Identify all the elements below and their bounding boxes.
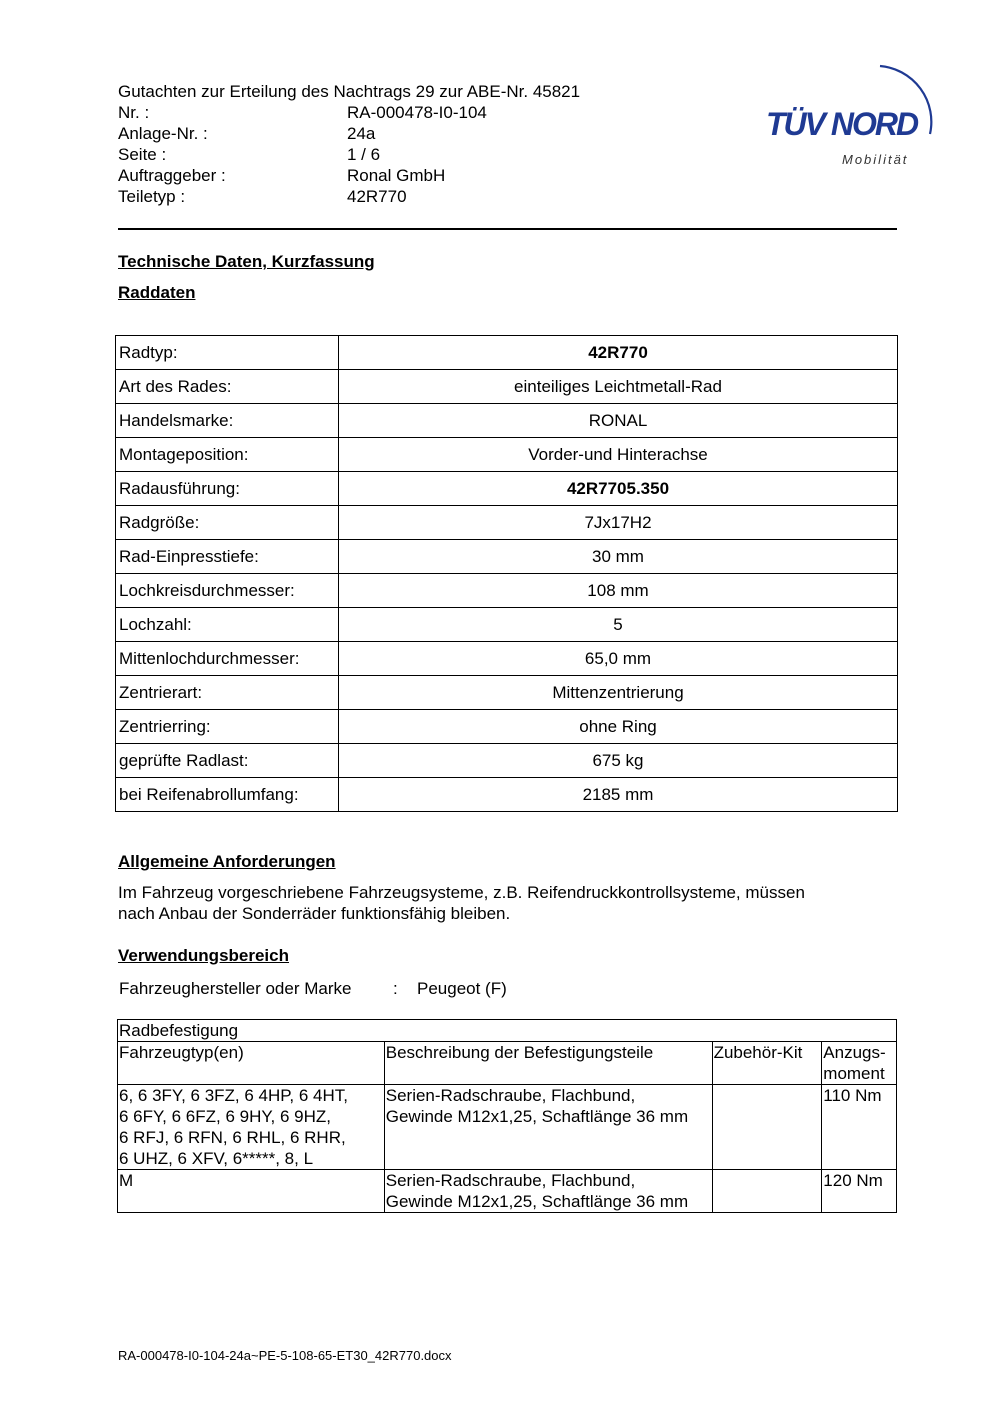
raddaten-label: Zentrierart:: [116, 676, 339, 710]
fahrzeugtyp-cell-line: M: [119, 1171, 134, 1190]
beschreibung-cell: [384, 1085, 712, 1170]
header-divider: [118, 228, 897, 230]
header-field-seite: Seite : 1 / 6: [118, 145, 381, 164]
anzugsmoment-cell: 120 Nm: [822, 1170, 897, 1213]
fahrzeughersteller-label: Fahrzeughersteller oder Marke: [119, 979, 352, 998]
radbefestigung-row: [118, 1085, 897, 1170]
heading-technische-daten: Technische Daten, Kurzfassung: [118, 252, 375, 271]
raddaten-row: [116, 744, 898, 778]
fahrzeugtyp-cell: [118, 1085, 385, 1170]
raddaten-value: 65,0 mm: [339, 642, 898, 676]
raddaten-value: ohne Ring: [339, 710, 898, 744]
raddaten-row: [116, 676, 898, 710]
tuev-nord-logo: [760, 58, 940, 178]
raddaten-row: [116, 438, 898, 472]
raddaten-value: 42R770: [339, 336, 898, 370]
raddaten-label: Radausführung:: [116, 472, 339, 506]
radbefestigung-table: [117, 1019, 897, 1213]
zubehoer-kit-cell: [712, 1085, 822, 1170]
beschreibung-cell-line: Serien-Radschraube, Flachbund,: [385, 1086, 636, 1105]
header-field-auftraggeber: Auftraggeber : Ronal GmbH: [118, 166, 446, 185]
fahrzeugtyp-cell-line: 6 UHZ, 6 XFV, 6*****, 8, L: [119, 1149, 314, 1168]
radbefestigung-row: [118, 1170, 897, 1213]
heading-raddaten: Raddaten: [118, 283, 196, 302]
heading-allgemeine-anforderungen: Allgemeine Anforderungen: [118, 852, 336, 871]
fahrzeughersteller-sep: :: [393, 979, 398, 998]
raddaten-label: Radtyp:: [116, 336, 339, 370]
header-field-teiletyp: Teiletyp : 42R770: [118, 187, 407, 206]
radbefestigung-title: Radbefestigung: [118, 1020, 897, 1042]
fahrzeughersteller-value: Peugeot (F): [417, 979, 507, 998]
raddaten-row: [116, 370, 898, 404]
fahrzeugtyp-cell: [118, 1170, 385, 1213]
beschreibung-cell-line: Serien-Radschraube, Flachbund,: [385, 1171, 636, 1190]
header-field-nr: Nr. : RA-000478-I0-104: [118, 103, 487, 122]
raddaten-row: [116, 608, 898, 642]
raddaten-value: Vorder-und Hinterachse: [339, 438, 898, 472]
raddaten-row: [116, 540, 898, 574]
raddaten-value: 5: [339, 608, 898, 642]
raddaten-label: Art des Rades:: [116, 370, 339, 404]
raddaten-value: Mittenzentrierung: [339, 676, 898, 710]
footer-filename: RA-000478-I0-104-24a~PE-5-108-65-ET30_42R770.docx: [118, 1348, 452, 1363]
anzugsmoment-cell: 110 Nm: [822, 1085, 897, 1170]
raddaten-label: Mittenlochdurchmesser:: [116, 642, 339, 676]
raddaten-row: [116, 710, 898, 744]
raddaten-row: [116, 336, 898, 370]
raddaten-label: Lochzahl:: [116, 608, 339, 642]
raddaten-label: bei Reifenabrollumfang:: [116, 778, 339, 812]
beschreibung-cell: [384, 1170, 712, 1213]
heading-verwendungsbereich: Verwendungsbereich: [118, 946, 289, 965]
allgemein-text: Im Fahrzeug vorgeschriebene Fahrzeugsysteme, z.B. Reifendruckkontrollsysteme, müssen nach Anbau der Sonderräder funktionsfähig bleiben.: [118, 883, 805, 923]
raddaten-row: [116, 472, 898, 506]
col-header-fahrzeugtyp: Fahrzeugtyp(en): [118, 1042, 385, 1085]
fahrzeugtyp-cell-line: 6 6FY, 6 6FZ, 6 9HY, 6 9HZ,: [119, 1107, 331, 1126]
raddaten-value: 2185 mm: [339, 778, 898, 812]
raddaten-label: Radgröße:: [116, 506, 339, 540]
raddaten-value: 42R7705.350: [339, 472, 898, 506]
raddaten-value: RONAL: [339, 404, 898, 438]
raddaten-value: 30 mm: [339, 540, 898, 574]
raddaten-label: Zentrierring:: [116, 710, 339, 744]
header-field-anlage: Anlage-Nr. : 24a: [118, 124, 376, 143]
raddaten-row: [116, 642, 898, 676]
beschreibung-cell-line: Gewinde M12x1,25, Schaftlänge 36 mm: [385, 1192, 689, 1211]
fahrzeughersteller-row: [119, 979, 507, 999]
raddaten-value: 7Jx17H2: [339, 506, 898, 540]
raddaten-label: Montageposition:: [116, 438, 339, 472]
beschreibung-cell-line: Gewinde M12x1,25, Schaftlänge 36 mm: [385, 1107, 689, 1126]
raddaten-table: [115, 335, 898, 812]
raddaten-row: [116, 778, 898, 812]
fahrzeugtyp-cell-line: 6 RFJ, 6 RFN, 6 RHL, 6 RHR,: [119, 1128, 346, 1147]
col-header-zubehoer-kit: Zubehör-Kit: [712, 1042, 822, 1085]
col-header-anzugsmoment: Anzugs-moment: [822, 1042, 897, 1085]
raddaten-label: geprüfte Radlast:: [116, 744, 339, 778]
document-title: Gutachten zur Erteilung des Nachtrags 29 zur ABE-Nr. 45821: [118, 82, 581, 101]
logo-wordmark: TÜV NORD: [766, 106, 918, 142]
raddaten-row: [116, 574, 898, 608]
document-header: [118, 81, 580, 207]
raddaten-label: Lochkreisdurchmesser:: [116, 574, 339, 608]
fahrzeugtyp-cell-line: 6, 6 3FY, 6 3FZ, 6 4HP, 6 4HT,: [119, 1086, 348, 1105]
radbefestigung-header-row: [118, 1042, 897, 1085]
raddaten-row: [116, 404, 898, 438]
raddaten-value: einteiliges Leichtmetall-Rad: [339, 370, 898, 404]
col-header-beschreibung: Beschreibung der Befestigungsteile: [384, 1042, 712, 1085]
logo-subtitle: Mobilität: [842, 152, 909, 167]
raddaten-row: [116, 506, 898, 540]
raddaten-value: 108 mm: [339, 574, 898, 608]
raddaten-label: Handelsmarke:: [116, 404, 339, 438]
zubehoer-kit-cell: [712, 1170, 822, 1213]
raddaten-label: Rad-Einpresstiefe:: [116, 540, 339, 574]
raddaten-value: 675 kg: [339, 744, 898, 778]
